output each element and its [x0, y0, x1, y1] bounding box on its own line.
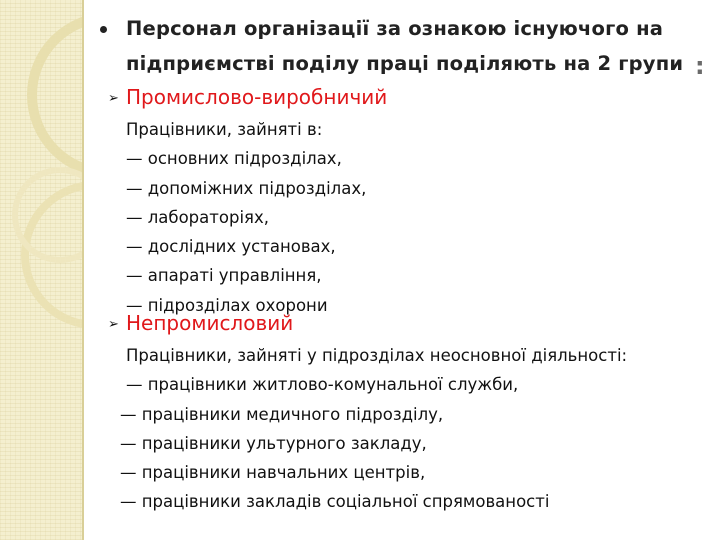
section-heading-industrial: [108, 85, 387, 109]
arrowhead-bullet-icon: ➢: [108, 91, 119, 106]
section-list-nonindustrial: [120, 341, 628, 517]
title-colon: :: [695, 52, 705, 80]
list-item: — дослідних установах,: [126, 237, 336, 257]
list-intro: Працівники, зайняті в:: [126, 120, 323, 139]
section-heading-text: Промислово-виробничий: [126, 85, 388, 109]
title-line-2: підприємстві поділу праці поділяють на 2 групи: [126, 52, 684, 75]
list-item: — допоміжних підрозділах,: [126, 178, 367, 198]
decorative-side-panel: [0, 0, 82, 540]
list-item: — основних підрозділах,: [126, 149, 342, 169]
section-heading-nonindustrial: [108, 311, 293, 335]
section-heading-text: Непромисловий: [126, 311, 294, 335]
list-item: — лабораторіях,: [126, 207, 269, 227]
list-item: — працівники закладів соціальної спрямованості: [120, 492, 550, 512]
list-item: — працівники ультурного закладу,: [120, 433, 427, 453]
list-item: — апараті управління,: [126, 266, 322, 286]
list-item: — працівники медичного підрозділу,: [120, 404, 444, 424]
decorative-circles-icon: [0, 0, 82, 540]
panel-divider: [82, 0, 84, 540]
list-item: — підрозділах охорони: [126, 295, 328, 315]
title-line-1: Персонал організації за ознакою існуючого на: [126, 17, 664, 40]
list-item: — працівники навчальних центрів,: [120, 463, 426, 483]
arrowhead-bullet-icon: ➢: [108, 317, 119, 332]
list-intro: Працівники, зайняті у підрозділах неосновної діяльності:: [126, 346, 628, 365]
round-bullet-icon: [100, 26, 107, 33]
section-list-industrial: [126, 115, 366, 320]
list-item: — працівники житлово-комунальної служби,: [126, 375, 519, 395]
